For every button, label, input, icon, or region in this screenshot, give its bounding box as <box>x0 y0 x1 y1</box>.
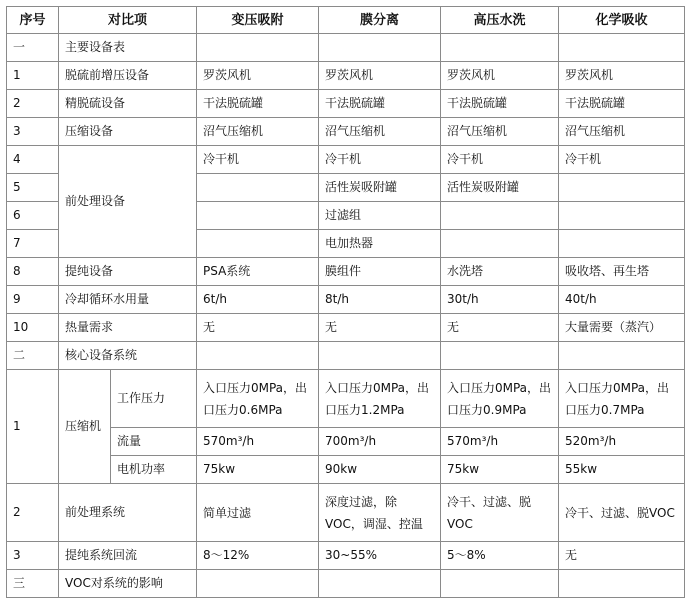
row-num: 10 <box>7 314 59 342</box>
cell: 700m³/h <box>319 428 441 456</box>
cell: 570m³/h <box>197 428 319 456</box>
cell: 罗茨风机 <box>559 62 685 90</box>
cell: 40t/h <box>559 286 685 314</box>
row-num: 7 <box>7 230 59 258</box>
cell: 8t/h <box>319 286 441 314</box>
row-num: 三 <box>7 570 59 598</box>
row-subitem: 流量 <box>111 428 197 456</box>
cell: 无 <box>441 314 559 342</box>
row-item: 冷却循环水用量 <box>59 286 197 314</box>
cell: 干法脱硫罐 <box>441 90 559 118</box>
header-num: 序号 <box>7 7 59 34</box>
cell: 电加热器 <box>319 230 441 258</box>
row-item: 前处理系统 <box>59 484 197 542</box>
cell: 深度过滤，除VOC，调湿、控温 <box>319 484 441 542</box>
section-title: VOC对系统的影响 <box>59 570 197 598</box>
table-row <box>7 542 685 570</box>
cell: 6t/h <box>197 286 319 314</box>
cell: 水洗塔 <box>441 258 559 286</box>
table-row <box>7 314 685 342</box>
row-item: 压缩设备 <box>59 118 197 146</box>
row-item: 脱硫前增压设备 <box>59 62 197 90</box>
table-row <box>7 570 685 598</box>
header-psa: 变压吸附 <box>197 7 319 34</box>
cell: 膜组件 <box>319 258 441 286</box>
cell <box>197 202 319 230</box>
row-item: 前处理设备 <box>59 146 197 258</box>
table-row <box>7 90 685 118</box>
cell: 活性炭吸附罐 <box>441 174 559 202</box>
cell: 干法脱硫罐 <box>319 90 441 118</box>
table-row <box>7 34 685 62</box>
row-item: 提纯系统回流 <box>59 542 197 570</box>
row-num: 一 <box>7 34 59 62</box>
row-num: 4 <box>7 146 59 174</box>
row-item: 精脱硫设备 <box>59 90 197 118</box>
cell: 冷干机 <box>319 146 441 174</box>
cell: 8～12% <box>197 542 319 570</box>
cell: 30t/h <box>441 286 559 314</box>
row-num: 1 <box>7 370 59 484</box>
cell <box>197 230 319 258</box>
cell: 冷干、过滤、脱VOC <box>441 484 559 542</box>
cell: 沼气压缩机 <box>441 118 559 146</box>
cell: 干法脱硫罐 <box>197 90 319 118</box>
cell: 入口压力0MPa，出口压力0.6MPa <box>197 370 319 428</box>
header-item: 对比项 <box>59 7 197 34</box>
cell: 5～8% <box>441 542 559 570</box>
cell: 吸收塔、再生塔 <box>559 258 685 286</box>
cell: 干法脱硫罐 <box>559 90 685 118</box>
cell: 入口压力0MPa，出口压力1.2MPa <box>319 370 441 428</box>
comparison-table <box>6 6 685 598</box>
cell: 罗茨风机 <box>197 62 319 90</box>
row-subitem: 工作压力 <box>111 370 197 428</box>
cell: 无 <box>319 314 441 342</box>
row-num: 3 <box>7 542 59 570</box>
cell: 75kw <box>441 456 559 484</box>
row-num: 6 <box>7 202 59 230</box>
cell: 沼气压缩机 <box>559 118 685 146</box>
cell: 无 <box>559 542 685 570</box>
cell: 30~55% <box>319 542 441 570</box>
row-subitem: 电机功率 <box>111 456 197 484</box>
cell: 简单过滤 <box>197 484 319 542</box>
cell <box>197 174 319 202</box>
row-num: 9 <box>7 286 59 314</box>
cell <box>441 202 559 230</box>
row-item: 提纯设备 <box>59 258 197 286</box>
table-row <box>7 62 685 90</box>
cell: 沼气压缩机 <box>197 118 319 146</box>
header-membrane: 膜分离 <box>319 7 441 34</box>
table-row <box>7 146 685 174</box>
section-title: 核心设备系统 <box>59 342 197 370</box>
table-row <box>7 484 685 542</box>
cell: PSA系统 <box>197 258 319 286</box>
cell: 冷干机 <box>197 146 319 174</box>
table-row <box>7 342 685 370</box>
row-num: 2 <box>7 90 59 118</box>
row-num: 二 <box>7 342 59 370</box>
row-num: 1 <box>7 62 59 90</box>
cell: 520m³/h <box>559 428 685 456</box>
cell: 过滤组 <box>319 202 441 230</box>
header-row <box>7 7 685 34</box>
row-num: 2 <box>7 484 59 542</box>
header-water-wash: 高压水洗 <box>441 7 559 34</box>
cell: 罗茨风机 <box>319 62 441 90</box>
cell: 570m³/h <box>441 428 559 456</box>
cell: 冷干、过滤、脱VOC <box>559 484 685 542</box>
row-item: 压缩机 <box>59 370 111 484</box>
cell: 大量需要（蒸汽） <box>559 314 685 342</box>
cell: 75kw <box>197 456 319 484</box>
table-row <box>7 286 685 314</box>
cell: 冷干机 <box>559 146 685 174</box>
cell: 无 <box>197 314 319 342</box>
cell <box>559 230 685 258</box>
row-num: 5 <box>7 174 59 202</box>
section-title: 主要设备表 <box>59 34 197 62</box>
table-row <box>7 258 685 286</box>
cell <box>441 230 559 258</box>
cell: 90kw <box>319 456 441 484</box>
cell: 冷干机 <box>441 146 559 174</box>
row-num: 8 <box>7 258 59 286</box>
row-num: 3 <box>7 118 59 146</box>
cell: 沼气压缩机 <box>319 118 441 146</box>
header-chemical: 化学吸收 <box>559 7 685 34</box>
cell: 55kw <box>559 456 685 484</box>
table-row <box>7 370 685 428</box>
cell <box>559 174 685 202</box>
cell: 罗茨风机 <box>441 62 559 90</box>
cell: 入口压力0MPa，出口压力0.9MPa <box>441 370 559 428</box>
cell <box>559 202 685 230</box>
cell: 活性炭吸附罐 <box>319 174 441 202</box>
table-row <box>7 118 685 146</box>
cell: 入口压力0MPa，出口压力0.7MPa <box>559 370 685 428</box>
row-item: 热量需求 <box>59 314 197 342</box>
